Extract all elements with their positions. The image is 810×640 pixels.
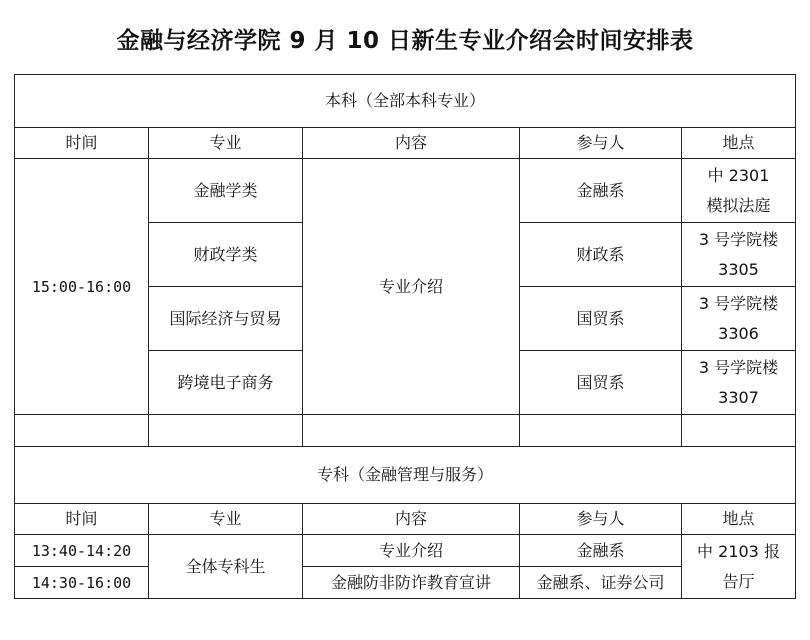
participant-cell: 财政系 — [520, 223, 682, 287]
location-cell — [682, 287, 796, 351]
blank-cell — [149, 415, 303, 447]
page-title: 金融与经济学院 9 月 10 日新生专业介绍会时间安排表 — [116, 28, 694, 54]
major-cell: 跨境电子商务 — [149, 351, 303, 415]
participant-cell: 金融系、证券公司 — [520, 567, 682, 599]
table-row — [15, 567, 796, 599]
schedule-table — [14, 74, 796, 599]
undergrad-section-row — [15, 75, 796, 128]
content-cell: 专业介绍 — [303, 535, 520, 567]
location-line2: 3305 — [718, 259, 759, 279]
undergrad-time: 15:00-16:00 — [15, 159, 149, 415]
header-participant: 参与人 — [520, 128, 682, 159]
location-cell — [682, 223, 796, 287]
undergrad-section-label: 本科（全部本科专业） — [15, 75, 796, 128]
content-cell: 金融防非防诈教育宣讲 — [303, 567, 520, 599]
location-cell — [682, 159, 796, 223]
location-line2: 3306 — [718, 323, 759, 343]
participant-cell: 国贸系 — [520, 287, 682, 351]
blank-row — [15, 415, 796, 447]
header-participant: 参与人 — [520, 504, 682, 535]
location-line2: 告厅 — [722, 571, 755, 591]
header-location: 地点 — [682, 128, 796, 159]
location-line1: 3 号学院楼 — [698, 293, 779, 313]
blank-cell — [520, 415, 682, 447]
undergrad-header-row — [15, 128, 796, 159]
table-row — [15, 159, 796, 223]
undergrad-content: 专业介绍 — [303, 159, 520, 415]
college-section-row — [15, 447, 796, 504]
header-content: 内容 — [303, 504, 520, 535]
header-major: 专业 — [149, 128, 303, 159]
major-cell: 金融学类 — [149, 159, 303, 223]
blank-cell — [682, 415, 796, 447]
major-cell: 财政学类 — [149, 223, 303, 287]
location-line1: 3 号学院楼 — [698, 357, 779, 377]
location-line2: 3307 — [718, 387, 759, 407]
header-content: 内容 — [303, 128, 520, 159]
major-cell: 国际经济与贸易 — [149, 287, 303, 351]
blank-cell — [15, 415, 149, 447]
header-location: 地点 — [682, 504, 796, 535]
blank-cell — [303, 415, 520, 447]
header-time: 时间 — [15, 504, 149, 535]
time-cell: 14:30-16:00 — [15, 567, 149, 599]
header-major: 专业 — [149, 504, 303, 535]
time-cell: 13:40-14:20 — [15, 535, 149, 567]
participant-cell: 金融系 — [520, 159, 682, 223]
college-header-row — [15, 504, 796, 535]
location-line1: 中 2301 — [707, 165, 770, 185]
table-row — [15, 535, 796, 567]
college-major: 全体专科生 — [149, 535, 303, 599]
location-line2: 模拟法庭 — [706, 195, 771, 215]
participant-cell: 金融系 — [520, 535, 682, 567]
location-line1: 3 号学院楼 — [698, 229, 779, 249]
location-cell — [682, 351, 796, 415]
participant-cell: 国贸系 — [520, 351, 682, 415]
location-line1: 中 2103 报 — [697, 541, 780, 561]
college-location — [682, 535, 796, 599]
college-section-label: 专科（金融管理与服务） — [15, 447, 796, 504]
header-time: 时间 — [15, 128, 149, 159]
